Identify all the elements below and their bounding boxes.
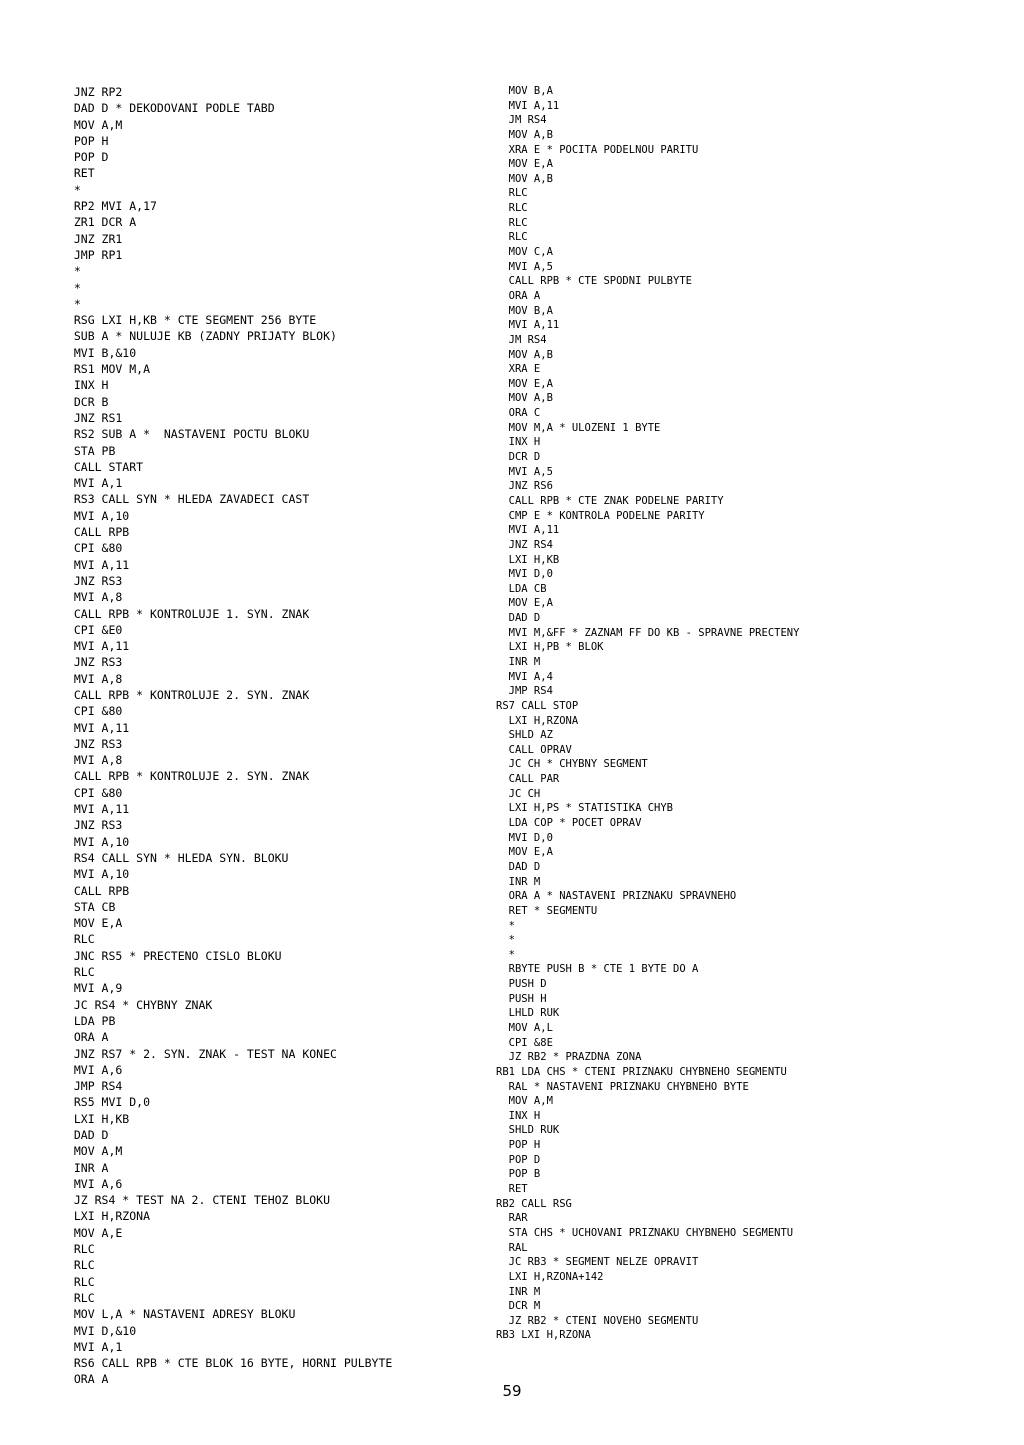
code-line: MOV B,A <box>496 85 553 97</box>
code-line: DCR M <box>496 1300 541 1313</box>
code-line: * <box>60 296 81 311</box>
code-line: DCR D <box>496 451 541 464</box>
code-line: RB3 LXI H,RZONA <box>496 1329 591 1342</box>
code-line: RAL <box>496 1241 528 1254</box>
code-line: CALL OPRAV <box>496 743 572 756</box>
code-line: JZ RB2 * PRAZDNA ZONA <box>496 1051 642 1064</box>
code-line: CPI &8E <box>496 1036 553 1049</box>
code-line: CALL START <box>60 459 144 474</box>
code-line: PUSH H <box>496 992 547 1005</box>
code-line: ORA A * NASTAVENI PRIZNAKU SPRAVNEHO <box>496 890 737 903</box>
code-line: JNZ RS3 <box>60 573 123 588</box>
code-line: MOV A,B <box>496 348 553 361</box>
code-line: RLC <box>60 1242 95 1257</box>
code-line: ZR1 DCR A <box>60 215 137 230</box>
code-line: INR M <box>496 655 541 668</box>
code-line: CALL RPB * KONTROLUJE 2. SYN. ZNAK <box>60 687 310 702</box>
code-line: LXI H,RZONA <box>496 714 579 727</box>
code-line: CPI &80 <box>60 541 123 556</box>
code-line: MOV A,M <box>60 117 123 132</box>
code-line: JNZ RS3 <box>60 655 123 670</box>
code-line: MVI A,4 <box>496 670 553 683</box>
code-line: * <box>496 919 515 932</box>
code-line: RAR <box>496 1212 528 1225</box>
code-line: RBYTE PUSH B * CTE 1 BYTE DO A <box>496 963 699 976</box>
code-line: JNZ RS6 <box>496 480 553 493</box>
code-line: MVI A,5 <box>496 465 553 478</box>
code-line: RS5 MVI D,0 <box>60 1095 151 1110</box>
code-line: MOV A,L <box>496 1022 553 1034</box>
code-line: MVI A,11 <box>496 319 560 332</box>
code-line: MVI A,8 <box>60 753 123 768</box>
code-line: RB2 CALL RSG <box>496 1197 572 1210</box>
code-line: RLC <box>60 932 95 947</box>
code-line: INX H <box>496 1109 541 1122</box>
code-line: RLC <box>60 965 95 980</box>
code-line: MOV M,A * ULOZENI 1 BYTE <box>496 421 661 434</box>
code-line: LXI H,PB * BLOK <box>496 641 604 654</box>
code-line: MOV E,A <box>60 916 123 931</box>
code-line: MVI A,11 <box>496 99 560 112</box>
code-line: JZ RS4 * TEST NA 2. CTENI TEHOZ BLOKU <box>60 1193 331 1208</box>
code-line: SUB A * NULUJE KB (ZADNY PRIJATY BLOK) <box>60 329 337 344</box>
code-line: MOV L,A * NASTAVENI ADRESY BLOKU <box>60 1307 296 1322</box>
code-line: RET <box>60 166 95 181</box>
code-line: RB1 LDA CHS * CTENI PRIZNAKU CHYBNEHO SEGMENTU <box>496 1065 787 1078</box>
code-line: JNZ RS3 <box>60 736 123 751</box>
code-line: * <box>496 934 515 947</box>
code-line: LXI H,KB <box>60 1111 130 1126</box>
code-line: JMP RS4 <box>496 685 553 698</box>
code-line: MVI A,10 <box>60 508 130 523</box>
code-line: MOV A,B <box>496 128 553 141</box>
code-line: RLC <box>60 1290 95 1305</box>
code-line: MOV E,A <box>496 158 553 171</box>
code-line: MOV A,B <box>496 392 553 405</box>
code-line: MVI A,11 <box>60 639 130 654</box>
code-line: STA CHS * UCHOVANI PRIZNAKU CHYBNEHO SEGMENTU <box>496 1226 794 1239</box>
code-line: MVI A,10 <box>60 867 130 882</box>
code-line: RLC <box>496 202 528 215</box>
code-line: RS3 CALL SYN * HLEDA ZAVADECI CAST <box>60 492 310 507</box>
code-line: DAD D <box>60 1128 109 1142</box>
code-line: CALL RPB * CTE ZNAK PODELNE PARITY <box>496 494 724 507</box>
code-line: RLC <box>496 187 528 200</box>
code-line: RLC <box>496 216 528 229</box>
code-line: JC RB3 * SEGMENT NELZE OPRAVIT <box>496 1256 699 1269</box>
code-line: CPI &80 <box>60 785 123 800</box>
code-line: MVI A,8 <box>60 590 123 605</box>
code-line: JNZ RS3 <box>60 818 123 833</box>
code-listing-right-column <box>496 84 996 1343</box>
code-line: INR A <box>60 1160 109 1175</box>
code-line: MVI A,1 <box>60 476 123 491</box>
code-line: JZ RB2 * CTENI NOVEHO SEGMENTU <box>496 1314 699 1327</box>
code-line: DAD D <box>496 612 541 625</box>
code-line: RS1 MOV M,A <box>60 362 151 377</box>
code-line: MVI B,&10 <box>60 345 137 360</box>
code-line: MOV E,A <box>496 846 553 859</box>
code-line: RS6 CALL RPB * CTE BLOK 16 BYTE, HORNI PULBYTE <box>60 1356 393 1371</box>
code-line: XRA E * POCITA PODELNOU PARITU <box>496 143 699 156</box>
code-line: SHLD AZ <box>496 729 553 742</box>
code-line: MVI A,11 <box>60 557 130 572</box>
code-line: SHLD RUK <box>496 1124 560 1137</box>
code-line: ORA A <box>60 1372 109 1387</box>
code-line: POP D <box>496 1153 541 1166</box>
code-line: MVI A,11 <box>496 524 560 537</box>
code-line: CALL RPB <box>60 883 130 898</box>
code-line: MVI A,11 <box>60 720 130 735</box>
code-line: MOV C,A <box>496 246 553 259</box>
code-line: MVI A,10 <box>60 834 130 849</box>
code-line: JC CH * CHYBNY SEGMENT <box>496 758 648 771</box>
code-line: CALL PAR <box>496 773 560 786</box>
code-line: XRA E <box>496 363 541 376</box>
code-line: JM RS4 <box>496 333 547 346</box>
code-line: STA CB <box>60 899 116 914</box>
code-line: MOV B,A <box>496 304 553 317</box>
code-line: LXI H,PS * STATISTIKA CHYB <box>496 802 674 815</box>
code-line: RLC <box>60 1258 95 1273</box>
code-line: MVI M,&FF * ZAZNAM FF DO KB - SPRAVNE PRECTENY <box>496 626 800 639</box>
code-line: POP H <box>60 133 109 148</box>
page-number: 59 <box>502 1382 522 1400</box>
code-line: MVI A,6 <box>60 1176 123 1191</box>
code-line: LXI H,RZONA+142 <box>496 1270 604 1283</box>
code-line: MVI A,9 <box>60 981 123 996</box>
code-line: JMP RP1 <box>60 247 123 262</box>
code-line: MOV A,M <box>496 1095 553 1108</box>
code-line: * <box>60 182 81 197</box>
code-line: MVI D,0 <box>496 568 553 581</box>
code-line: MVI A,6 <box>60 1062 123 1077</box>
code-line: RLC <box>496 231 528 244</box>
code-line: RET * SEGMENTU <box>496 904 598 917</box>
code-line: INR M <box>496 1285 541 1298</box>
code-line: POP D <box>60 150 109 165</box>
code-line: ORA A <box>60 1030 109 1045</box>
code-line: STA PB <box>60 443 116 458</box>
code-line: JNZ RS7 * 2. SYN. ZNAK - TEST NA KONEC <box>60 1046 337 1061</box>
code-line: LDA CB <box>496 582 547 595</box>
code-line: JNC RS5 * PRECTENO CISLO BLOKU <box>60 948 282 963</box>
code-line: * <box>60 264 81 279</box>
code-line: JC CH <box>496 787 541 800</box>
code-line: CMP E * KONTROLA PODELNE PARITY <box>496 509 705 522</box>
code-line: CPI &80 <box>60 704 123 719</box>
code-line: LDA COP * POCET OPRAV <box>496 817 642 830</box>
code-line: JNZ RS4 <box>496 538 553 551</box>
code-line: DAD D <box>496 860 541 873</box>
code-line: MVI D,&10 <box>60 1323 137 1338</box>
code-line: ORA A <box>496 289 541 302</box>
code-line: DCR B <box>60 394 109 409</box>
code-line: JC RS4 * CHYBNY ZNAK <box>60 997 213 1012</box>
code-line: MOV E,A <box>496 597 553 610</box>
code-line: * <box>496 948 515 961</box>
code-line: RS4 CALL SYN * HLEDA SYN. BLOKU <box>60 850 289 865</box>
code-line: MVI A,5 <box>496 260 553 273</box>
code-line: MVI A,11 <box>60 802 130 817</box>
code-line: RS7 CALL STOP <box>496 699 579 712</box>
code-line: JNZ RP2 <box>60 85 123 99</box>
code-line: MVI A,1 <box>60 1339 123 1354</box>
code-line: * <box>60 280 81 295</box>
code-line: RSG LXI H,KB * CTE SEGMENT 256 BYTE <box>60 313 317 328</box>
code-line: LXI H,RZONA <box>60 1209 151 1224</box>
code-line: LHLD RUK <box>496 1007 560 1020</box>
code-line: ORA C <box>496 407 541 420</box>
code-line: MOV E,A <box>496 377 553 390</box>
code-line: MVI D,0 <box>496 831 553 844</box>
code-line: MOV A,B <box>496 172 553 185</box>
code-line: JMP RS4 <box>60 1079 123 1094</box>
code-line: MOV A,M <box>60 1144 123 1159</box>
code-line: RAL * NASTAVENI PRIZNAKU CHYBNEHO BYTE <box>496 1080 749 1093</box>
code-line: DAD D * DEKODOVANI PODLE TABD <box>60 101 275 116</box>
code-line: RS2 SUB A * NASTAVENI POCTU BLOKU <box>60 427 310 442</box>
code-line: JNZ RS1 <box>60 410 123 425</box>
code-line: CALL RPB * KONTROLUJE 2. SYN. ZNAK <box>60 769 310 784</box>
code-line: MOV A,E <box>60 1225 123 1240</box>
code-line: LXI H,KB <box>496 553 560 566</box>
code-line: CALL RPB * KONTROLUJE 1. SYN. ZNAK <box>60 606 310 621</box>
code-line: MVI A,8 <box>60 671 123 686</box>
code-line: JM RS4 <box>496 114 547 127</box>
code-line: RLC <box>60 1274 95 1289</box>
code-line: LDA PB <box>60 1013 116 1028</box>
code-line: INX H <box>496 436 541 449</box>
code-line: PUSH D <box>496 978 547 991</box>
code-line: CALL RPB <box>60 525 130 540</box>
code-line: RET <box>496 1183 528 1196</box>
code-line: CALL RPB * CTE SPODNI PULBYTE <box>496 275 692 288</box>
code-line: RP2 MVI A,17 <box>60 199 157 214</box>
code-line: CPI &E0 <box>60 622 123 637</box>
code-line: POP H <box>496 1139 541 1152</box>
code-line: INR M <box>496 875 541 888</box>
code-line: JNZ ZR1 <box>60 231 123 246</box>
code-line: POP B <box>496 1168 541 1181</box>
code-line: INX H <box>60 378 109 393</box>
code-listing-left-column <box>60 84 500 1388</box>
